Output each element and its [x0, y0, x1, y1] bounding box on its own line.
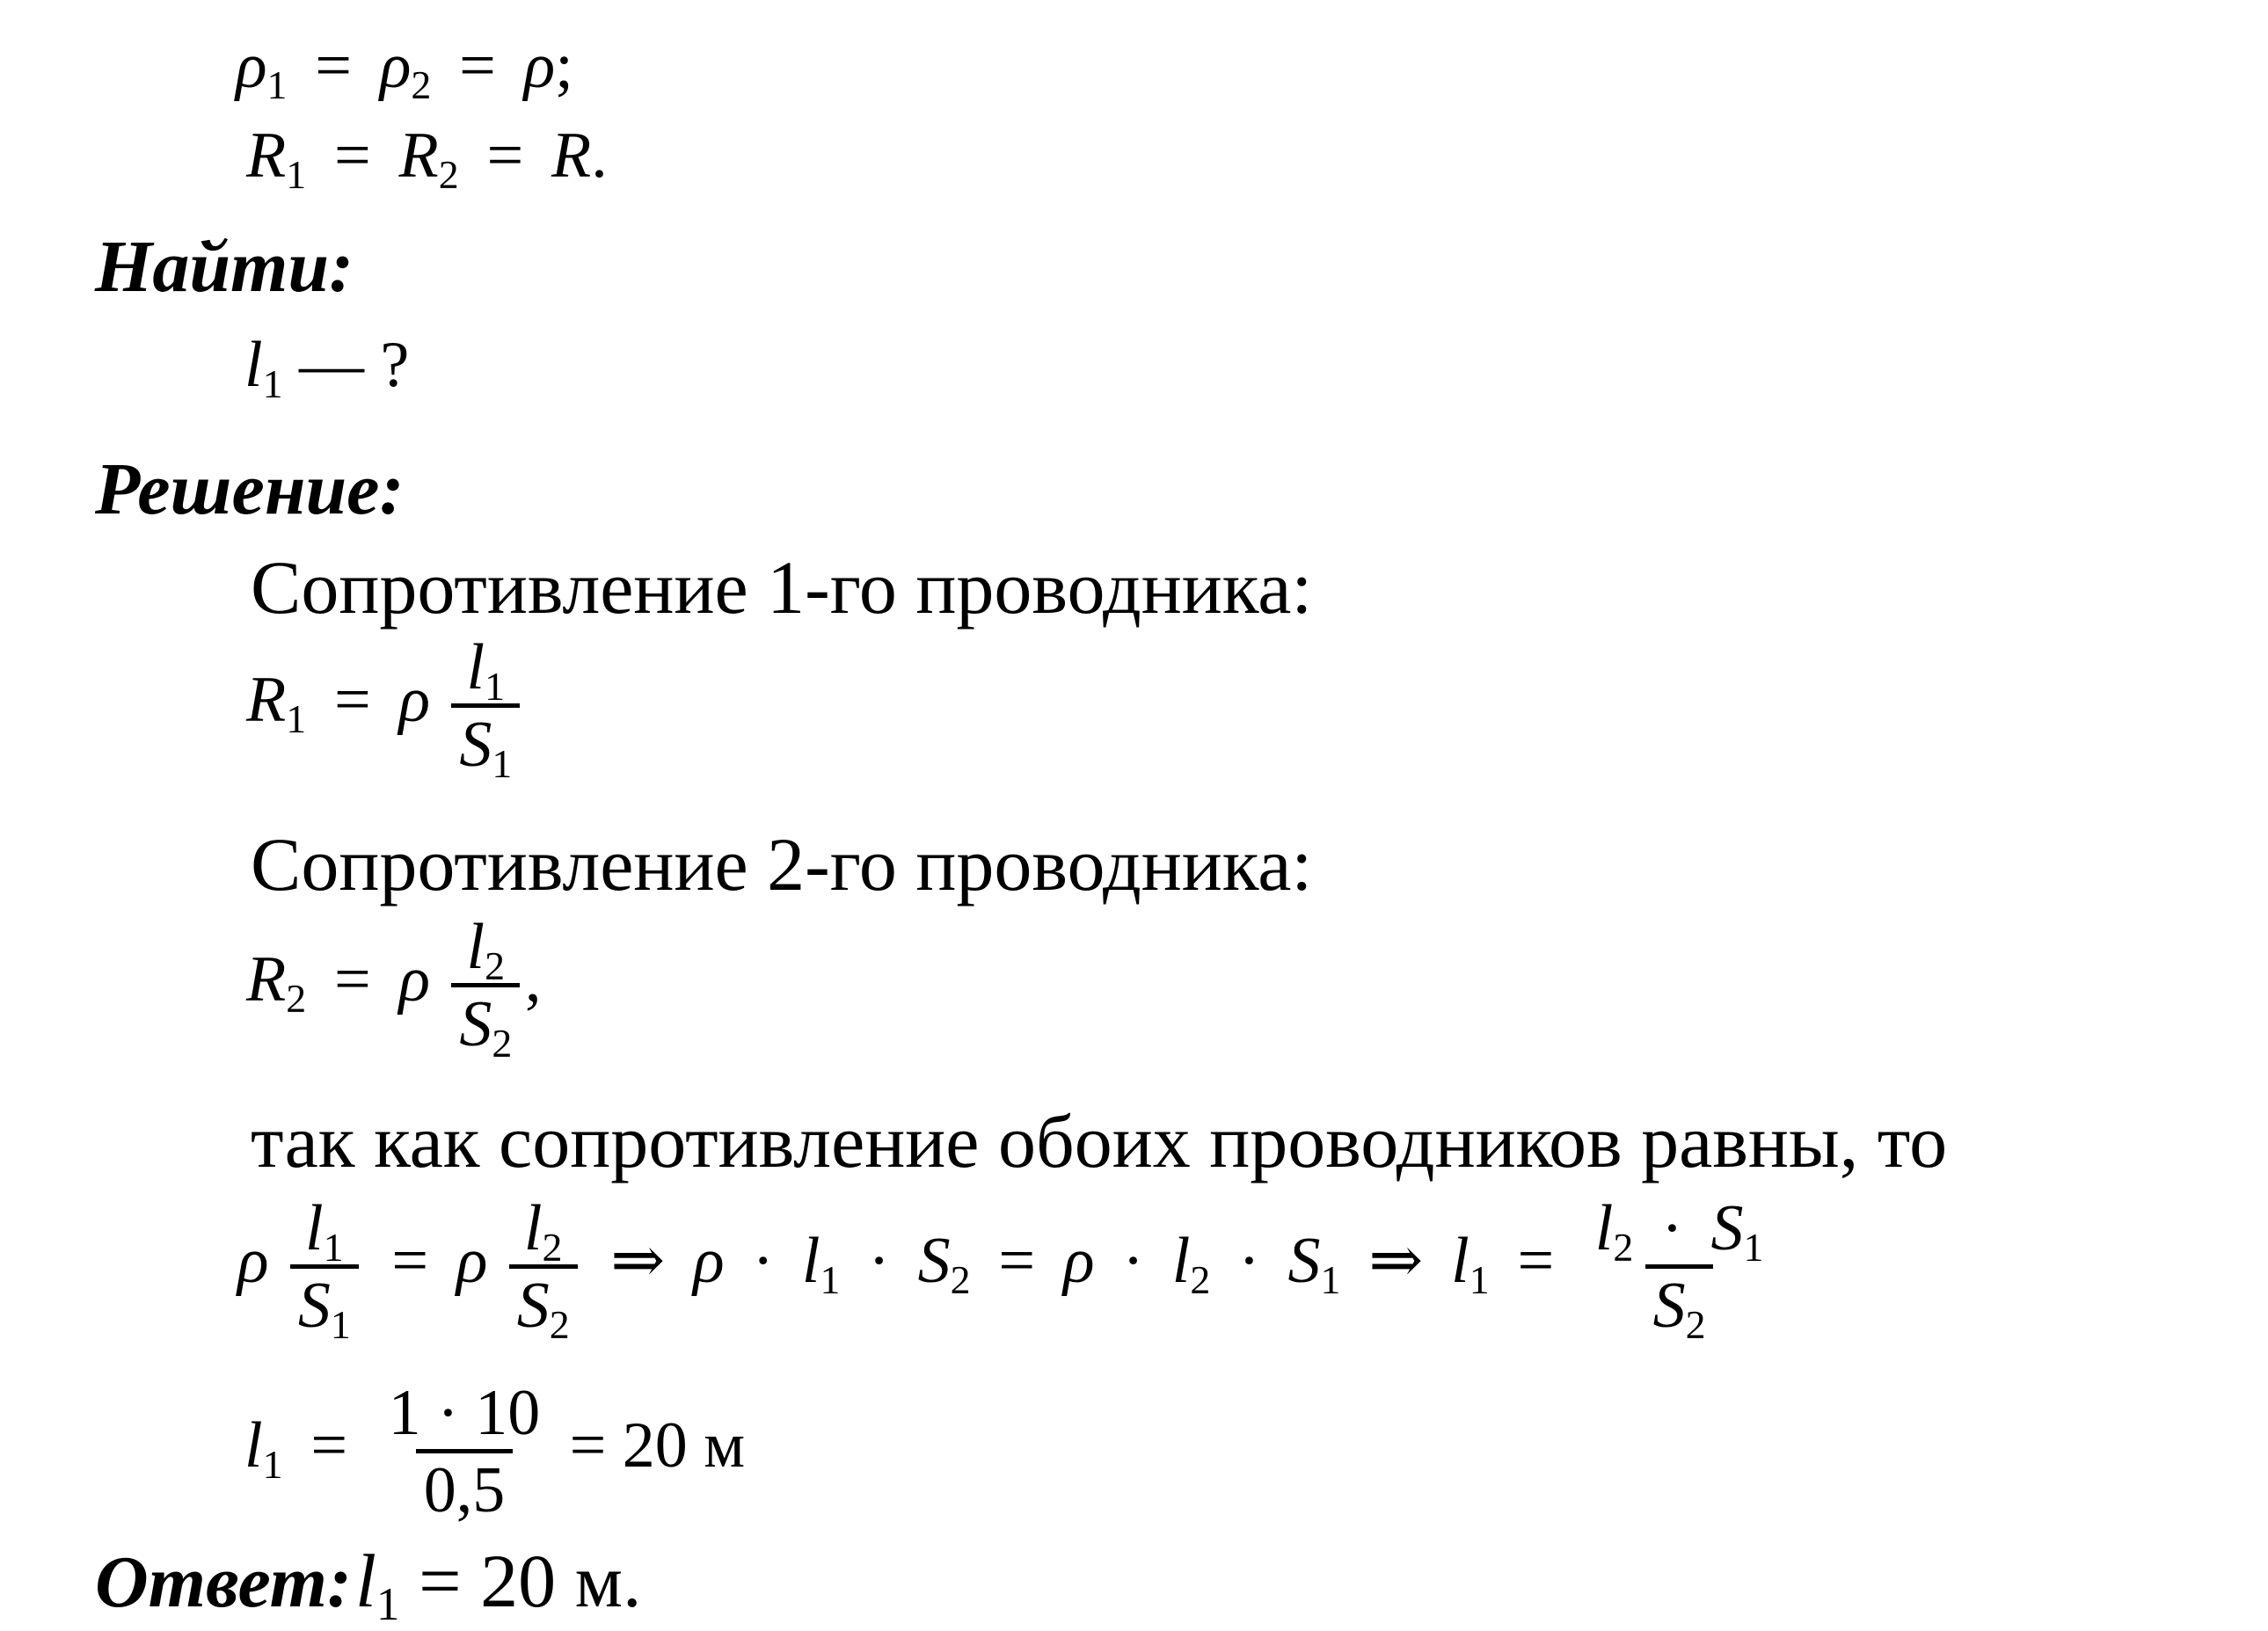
subscript: 1: [323, 1224, 344, 1270]
rho-symbol: ρ: [1062, 1224, 1095, 1297]
rho-symbol: ρ: [456, 1224, 488, 1297]
subscript: 1: [266, 62, 288, 107]
r-symbol: R: [551, 120, 592, 192]
punctuation: ;: [555, 30, 573, 102]
l-symbol: l: [355, 1539, 376, 1623]
l-symbol: l: [1171, 1224, 1191, 1297]
subscript: 1: [485, 663, 506, 709]
given-r-equality: [246, 120, 608, 197]
answer-value: = 20 м.: [399, 1539, 642, 1623]
r1-formula: [246, 631, 525, 786]
subscript: 2: [549, 1301, 570, 1347]
s-symbol: S: [1710, 1192, 1744, 1264]
subscript: 2: [950, 1256, 971, 1302]
subscript: 1: [330, 1301, 351, 1347]
s-symbol: S: [459, 708, 492, 781]
subscript: 1: [820, 1256, 841, 1302]
s-symbol: S: [459, 987, 492, 1060]
numeric-calculation: [244, 1377, 746, 1526]
l-symbol: l: [305, 1192, 324, 1264]
implies-arrow: ⇒: [1368, 1224, 1424, 1297]
subscript: 2: [438, 151, 459, 197]
punctuation: ,: [525, 943, 542, 1016]
multiply-dot: ·: [1238, 1224, 1260, 1297]
question-mark-text: — ?: [282, 329, 410, 401]
subscript: 2: [411, 62, 432, 107]
s-symbol: S: [516, 1269, 550, 1342]
r-symbol: R: [246, 120, 287, 192]
fraction-denominator: 0,5: [416, 1449, 513, 1522]
l-symbol: l: [801, 1224, 820, 1297]
subscript: 2: [492, 1020, 513, 1066]
subscript: 1: [492, 740, 513, 786]
l-symbol: l: [1594, 1192, 1614, 1264]
multiply-dot: ·: [868, 1224, 890, 1297]
rho-symbol: ρ: [398, 943, 431, 1016]
equals-sign: =: [333, 120, 371, 192]
rho-symbol: ρ: [237, 1224, 269, 1297]
s-symbol: S: [1287, 1224, 1321, 1297]
subscript: 1: [1469, 1256, 1490, 1302]
solution-heading: Решение:: [95, 448, 405, 530]
equals-sign: =: [333, 663, 371, 736]
l-symbol: l: [1451, 1224, 1469, 1297]
equals-sign: =: [998, 1224, 1036, 1297]
multiply-dot: ·: [1122, 1224, 1144, 1297]
l-symbol: l: [466, 911, 485, 983]
answer-expression: [355, 1539, 642, 1630]
l-symbol: l: [523, 1192, 543, 1264]
subscript: 1: [286, 151, 307, 197]
subscript: 2: [542, 1224, 563, 1270]
since-equal-text: так как сопротивление обоих проводников равны, то: [251, 1099, 1948, 1183]
subscript: 1: [262, 360, 283, 406]
rho-symbol: ρ: [236, 30, 267, 102]
fraction-l1-over-s1: [290, 1192, 359, 1347]
l-symbol: l: [466, 631, 485, 703]
subscript: 2: [1190, 1256, 1211, 1302]
fraction-l2s1-over-s2: [1587, 1192, 1771, 1347]
subscript: 2: [1613, 1224, 1634, 1270]
subscript: 1: [286, 695, 307, 741]
rho-symbol: ρ: [398, 663, 431, 736]
subscript: 1: [376, 1576, 400, 1630]
subscript: 2: [1685, 1301, 1706, 1347]
r2-formula: [246, 911, 542, 1066]
equals-sign: =: [1517, 1224, 1555, 1297]
answer-label: Ответ:: [95, 1541, 352, 1623]
fraction-numerator: 1 · 10: [388, 1377, 541, 1449]
r-symbol: R: [246, 943, 287, 1016]
equals-sign: =: [310, 1409, 348, 1482]
fraction-l1-over-s1: [451, 631, 520, 786]
implies-arrow: ⇒: [610, 1224, 666, 1297]
fraction-l2-over-s2: [509, 1192, 578, 1347]
fraction-l2-over-s2: [451, 911, 520, 1066]
rho-symbol: ρ: [379, 30, 412, 102]
l-symbol: l: [244, 329, 263, 401]
equals-sign: =: [459, 30, 496, 102]
equals-sign: =: [333, 943, 371, 1016]
subscript: 1: [262, 1441, 283, 1487]
r-symbol: R: [246, 663, 287, 736]
multiply-dot: ·: [752, 1224, 775, 1297]
derivation-formula: [237, 1192, 1776, 1347]
fraction-numeric: [381, 1377, 548, 1526]
subscript: 2: [485, 943, 506, 988]
find-expression: [244, 329, 410, 406]
answer-line: [95, 1539, 642, 1630]
subscript: 1: [1743, 1224, 1764, 1270]
subscript: 2: [286, 975, 307, 1021]
calculation-result: = 20 м: [569, 1409, 746, 1482]
first-conductor-text: Сопротивление 1-го проводника:: [251, 545, 1313, 630]
rho-symbol: ρ: [523, 30, 556, 102]
second-conductor-text: Сопротивление 2-го проводника:: [251, 822, 1313, 907]
equals-sign: =: [391, 1224, 429, 1297]
punctuation: .: [591, 120, 608, 192]
multiply-dot: ·: [1661, 1192, 1683, 1264]
s-symbol: S: [297, 1269, 331, 1342]
given-rho-equality: [236, 30, 573, 107]
s-symbol: S: [917, 1224, 951, 1297]
find-heading: Найти:: [95, 226, 354, 308]
s-symbol: S: [1652, 1269, 1686, 1342]
l-symbol: l: [244, 1409, 263, 1482]
r-symbol: R: [398, 120, 439, 192]
equals-sign: =: [486, 120, 524, 192]
subscript: 1: [1320, 1256, 1341, 1302]
equals-sign: =: [315, 30, 353, 102]
rho-symbol: ρ: [693, 1224, 725, 1297]
